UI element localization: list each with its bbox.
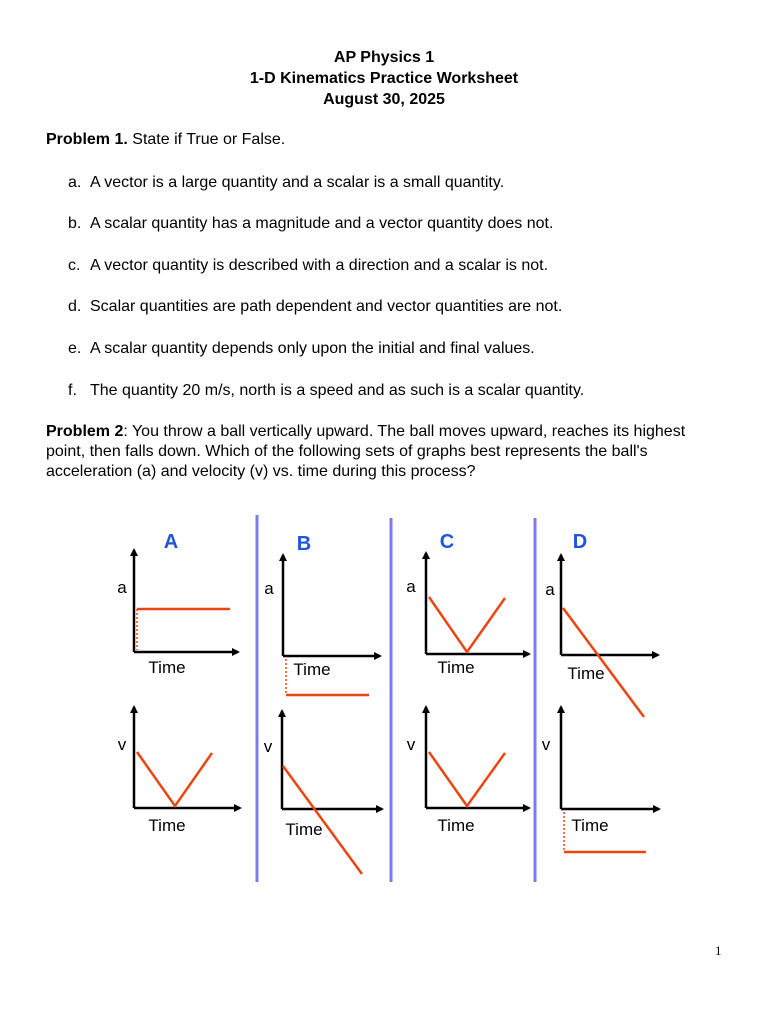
axis-label-time: Time (148, 816, 186, 835)
axis-label-v: v (117, 735, 127, 754)
axis-label-a: a (545, 580, 555, 599)
axis-label-time: Time (437, 816, 475, 835)
curve-v-shape (137, 752, 212, 806)
problem-2-text: : You throw a ball vertically upward. The ball moves upward, reaches its highest point, then falls down. Which of the following sets of graphs best represents the ball's acceleration (a) and velocity (v) vs. time during this process? (46, 423, 686, 480)
graph-b-acceleration (264, 555, 380, 695)
curve-v-shape (429, 597, 505, 652)
curve-decreasing-line (563, 608, 644, 717)
axis-label-time: Time (293, 660, 331, 679)
item-text: A scalar quantity has a magnitude and a vector quantity does not. (90, 215, 554, 232)
item-text: A vector quantity is described with a direction and a scalar is not. (90, 257, 549, 274)
worksheet-date: August 30, 2025 (323, 91, 445, 108)
problem-2-label: Problem 2 (46, 423, 124, 440)
axis-label-time: Time (571, 816, 609, 835)
option-letter-c: C (439, 531, 455, 553)
option-letter-b: B (296, 533, 312, 555)
curve-v-shape (429, 752, 505, 806)
item-letter: b. (68, 215, 82, 232)
axis-label-time: Time (285, 820, 323, 839)
item-text: The quantity 20 m/s, north is a speed and as such is a scalar quantity. (90, 382, 585, 399)
axis-label-time: Time (437, 658, 475, 677)
problem-1-label: Problem 1. (46, 131, 128, 148)
worksheet-title: 1-D Kinematics Practice Worksheet (249, 70, 519, 87)
item-letter: e. (68, 340, 82, 357)
axis-label-a: a (117, 578, 127, 597)
course-title: AP Physics 1 (333, 49, 435, 66)
option-letter-d: D (572, 531, 588, 553)
axis-label-v: v (406, 735, 416, 754)
graph-d-velocity (542, 707, 659, 852)
item-letter: c. (68, 257, 81, 274)
item-letter: a. (68, 174, 82, 191)
axis-label-a: a (264, 579, 274, 598)
item-letter: d. (68, 298, 82, 315)
option-letter-a: A (163, 531, 179, 553)
item-text: A vector is a large quantity and a scalar is a small quantity. (90, 174, 505, 191)
axis-label-v: v (541, 735, 551, 754)
graph-a-acceleration (117, 550, 238, 677)
axis-label-time: Time (148, 658, 186, 677)
axis-label-v: v (263, 737, 273, 756)
item-text: A scalar quantity depends only upon the initial and final values. (90, 340, 535, 357)
item-letter: f. (68, 382, 77, 399)
item-text: Scalar quantities are path dependent and vector quantities are not. (90, 298, 563, 315)
axis-label-time: Time (567, 664, 605, 683)
graph-b-velocity (264, 711, 382, 874)
graph-a-velocity (118, 707, 240, 835)
axis-label-a: a (406, 577, 416, 596)
graph-c-velocity (407, 707, 529, 835)
problem-1-prompt: State if True or False. (132, 131, 286, 148)
graph-c-acceleration (406, 553, 529, 677)
page-number: 1 (715, 943, 722, 958)
graph-d-acceleration (545, 555, 658, 717)
